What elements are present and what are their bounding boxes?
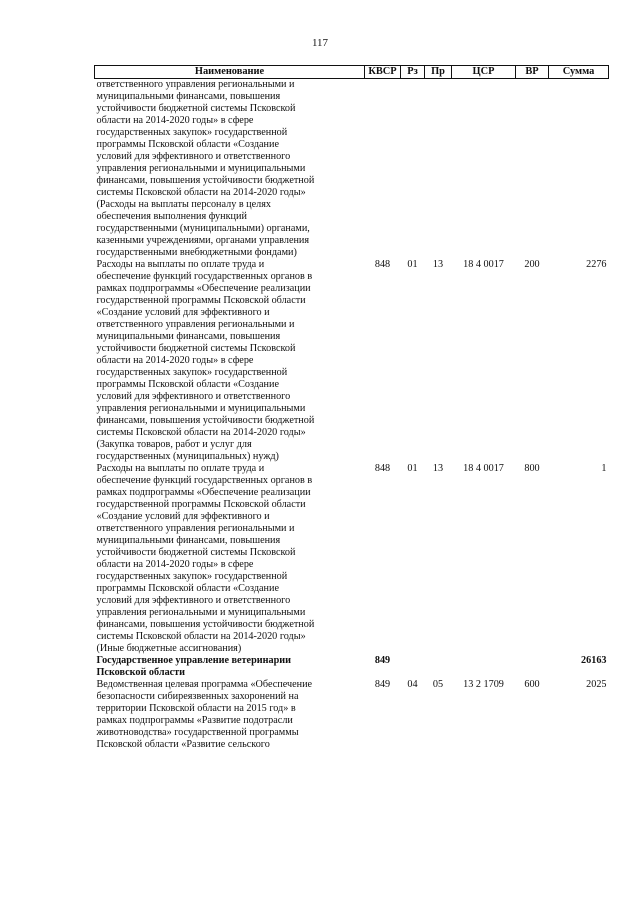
cell-kvsr: 849 [374,655,391,666]
cell-vr [516,79,549,260]
cell-pr [425,79,452,260]
cell-vr [516,655,549,679]
cell-name: Ведомственная целевая программа «Обеспечение безопасности сибиреязвенных захоронений на территории Псковской области на 2015 год» в рамках подпрограммы «Развитие подотрасли животноводства» государственной программы Псковской области «Развитие сельского [96,679,313,750]
cell-name: Расходы на выплаты по оплате труда и обеспечение функций государственных органов в рамках подпрограммы «Обеспечение реализации государственной программы Псковской области «Создание условий для эффективного и ответственного управления региональными и муниципальными финансами, повышения устойчивости бюджетной системы Псковской области на 2014-2020 годы» в сфере государственных закупок» государственной программы Псковской области «Создание условий для эффективного и ответственного управления региональными и муниципальными финансами, повышения устойчивости бюджетной системы Псковской области на 2014-2020 годы» (Закупка товаров, работ и услуг для государственных (муниципальных) нужд) [96,259,315,462]
header-name: Наименование [95,66,365,79]
cell-kvsr: 848 [374,259,391,270]
cell-csr: 13 2 1709 [463,679,504,690]
table-row [95,463,609,655]
cell-pr: 13 [432,463,444,474]
cell-kvsr: 849 [374,679,391,690]
cell-name: Расходы на выплаты по оплате труда и обеспечение функций государственных органов в рамках подпрограммы «Обеспечение реализации государственной программы Псковской области «Создание условий для эффективного и ответственного управления региональными и муниципальными финансами, повышения устойчивости бюджетной системы Псковской области на 2014-2020 годы» в сфере государственных закупок» государственной программы Псковской области «Создание условий для эффективного и ответственного управления региональными и муниципальными финансами, повышения устойчивости бюджетной системы Псковской области на 2014-2020 годы» (Иные бюджетные ассигнования) [96,463,315,654]
page-number: 117 [311,37,329,49]
cell-vr: 600 [524,679,540,690]
cell-kvsr [365,79,401,260]
cell-sum: 26163 [581,655,607,666]
table-row [95,679,609,751]
budget-table [94,65,609,751]
header-rz: Рз [401,66,425,79]
header-csr: ЦСР [452,66,516,79]
cell-pr [425,655,452,679]
cell-rz: 04 [407,679,418,690]
header-vr: ВР [516,66,549,79]
cell-vr: 200 [524,259,540,270]
table-header-row [95,66,609,79]
header-pr: Пр [425,66,452,79]
cell-sum: 2025 [586,679,607,690]
header-kvsr: КВСР [365,66,401,79]
cell-rz [401,79,425,260]
cell-rz: 01 [407,463,418,474]
cell-vr: 800 [524,463,540,474]
cell-kvsr: 848 [374,463,391,474]
cell-pr: 05 [432,679,444,690]
cell-name: Государственное управление ветеринарии Псковской области [96,655,291,678]
cell-rz: 01 [407,259,418,270]
cell-csr [452,79,516,260]
cell-csr: 18 4 0017 [463,259,504,270]
table-row [95,259,609,463]
table-row [95,79,609,260]
cell-sum [549,79,609,260]
cell-csr: 18 4 0017 [463,463,504,474]
cell-csr [452,655,516,679]
cell-sum: 2276 [586,259,607,270]
cell-sum: 1 [601,463,607,474]
table-row [95,655,609,679]
cell-name: ответственного управления региональными и муниципальными финансами, повышения устойчивости бюджетной системы Псковской области на 2014-2020 годы» в сфере государственных закупок» государственной программы Псковской области «Создание условий для эффективного и ответственного управления региональными и муниципальными финансами, повышения устойчивости бюджетной системы Псковской области на 2014-2020 годы» (Расходы на выплаты персоналу в целях обеспечения выполнения функций государственными (муниципальными) органами, казенными учреждениями, органами управления государственными внебюджетными фондами) [96,79,315,258]
cell-pr: 13 [432,259,444,270]
cell-rz [401,655,425,679]
header-sum: Сумма [549,66,609,79]
